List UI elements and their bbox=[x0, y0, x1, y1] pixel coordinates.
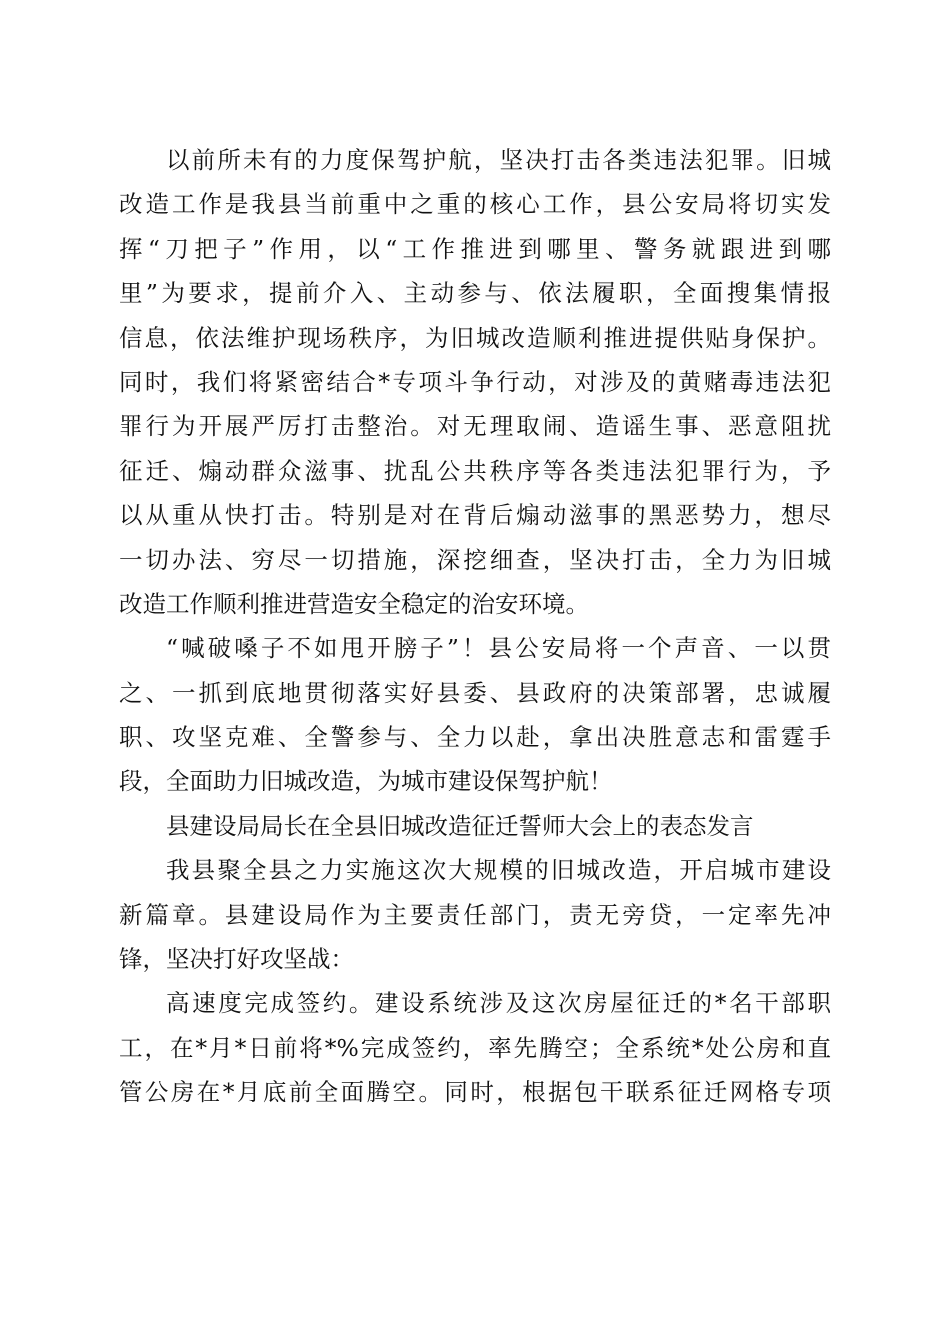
text-line: 里”为要求，提前介入、主动参与、依法履职，全面搜集情报 bbox=[119, 279, 831, 308]
text-line: 征迁、煽动群众滋事、扰乱公共秩序等各类违法犯罪行为，予 bbox=[119, 456, 831, 485]
text-line: 之、一抓到底地贯彻落实好县委、县政府的决策部署，忠诚履 bbox=[119, 678, 831, 707]
section-heading: 县建设局局长在全县旧城改造征迁誓师大会上的表态发言 bbox=[166, 811, 754, 840]
text-line: 管公房在*月底前全面腾空。同时，根据包干联系征迁网格专项 bbox=[119, 1078, 831, 1107]
text-line: 同时，我们将紧密结合*专项斗争行动，对涉及的黄赌毒违法犯 bbox=[119, 367, 831, 396]
text-line: 挥“刀把子”作用，以“工作推进到哪里、警务就跟进到哪 bbox=[119, 234, 831, 263]
document-body bbox=[119, 138, 831, 1115]
text-line: 职、攻坚克难、全警参与、全力以赴，拿出决胜意志和雷霆手 bbox=[119, 723, 831, 752]
text-line: 以从重从快打击。特别是对在背后煽动滋事的黑恶势力，想尽 bbox=[119, 501, 831, 530]
text-line: 我县聚全县之力实施这次大规模的旧城改造，开启城市建设 bbox=[166, 856, 831, 885]
text-line: 改造工作顺利推进营造安全稳定的治安环境。 bbox=[119, 589, 589, 618]
text-line: 高速度完成签约。建设系统涉及这次房屋征迁的*名干部职 bbox=[166, 989, 831, 1018]
text-line: 信息，依法维护现场秩序，为旧城改造顺利推进提供贴身保护。 bbox=[119, 323, 831, 352]
text-line: 锋，坚决打好攻坚战： bbox=[119, 945, 354, 974]
text-line: 工，在*月*日前将*%完成签约，率先腾空；全系统*处公房和直 bbox=[119, 1033, 831, 1062]
text-line: 一切办法、穷尽一切措施，深挖细查，坚决打击，全力为旧城 bbox=[119, 545, 831, 574]
text-line: 改造工作是我县当前重中之重的核心工作，县公安局将切实发 bbox=[119, 190, 831, 219]
text-line: 段，全面助力旧城改造，为城市建设保驾护航！ bbox=[119, 767, 613, 796]
text-line: “喊破嗓子不如甩开膀子”！县公安局将一个声音、一以贯 bbox=[166, 634, 831, 663]
text-line: 新篇章。县建设局作为主要责任部门，责无旁贷，一定率先冲 bbox=[119, 900, 831, 929]
text-line: 以前所未有的力度保驾护航，坚决打击各类违法犯罪。旧城 bbox=[166, 146, 831, 174]
text-line: 罪行为开展严厉打击整治。对无理取闹、造谣生事、恶意阻扰 bbox=[119, 412, 831, 441]
